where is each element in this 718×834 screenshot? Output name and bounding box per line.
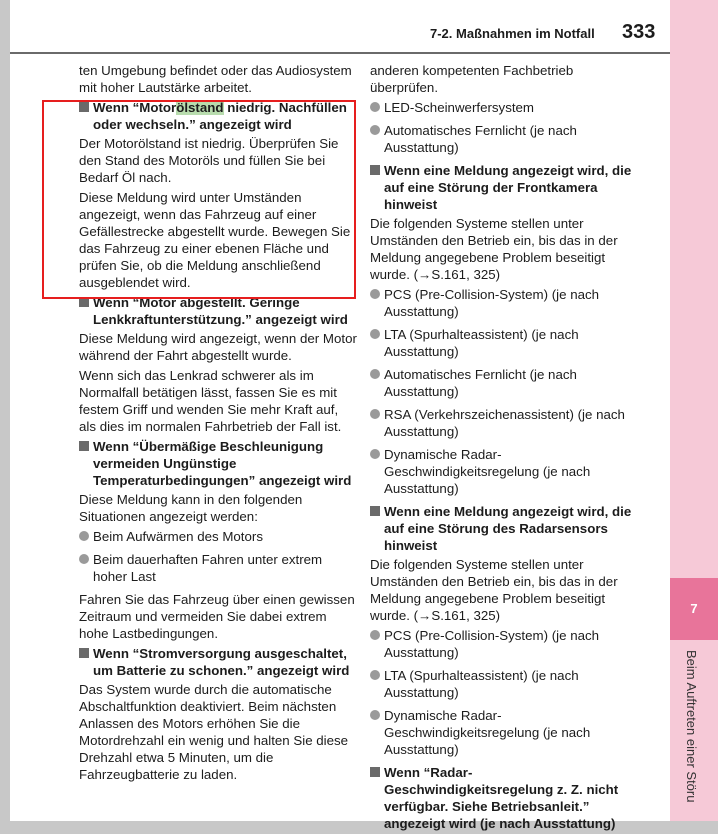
front-camera-paragraph: Die folgenden Systeme stellen unter Umständen den Betrieb ein, bis das in der Meldung angegebene Problem beseitigt wurde. (→S.161, 325) [370, 216, 618, 282]
acceleration-paragraph-2: Fahren Sie das Fahrzeug über einen gewissen Zeitraum und vermeiden Sie dabei extrem hohe Lastbedingungen. [79, 592, 355, 641]
section-title: 7-2. Maßnahmen im Notfall [430, 26, 595, 41]
chapter-tab[interactable]: 7 [670, 578, 718, 640]
oil-paragraph-1: Der Motorölstand ist niedrig. Überprüfen Sie den Stand des Motoröls und füllen Sie bei Bedarf Öl nach. [79, 136, 339, 185]
oil-paragraph-2: Diese Meldung wird unter Umständen angezeigt, wenn das Fahrzeug auf einer Gefällestrecke abgestellt wurde. Bewegen Sie das Fahrzeug zu einer ebenen Fläche und prüfen Sie, ob die Meldung anschließend ausgeblendet wird. [79, 190, 351, 290]
left-column [79, 62, 357, 786]
list-item: Automatisches Fernlicht (je nach Ausstattung) [370, 122, 636, 156]
list-item: PCS (Pre-Collision-System) (je nach Ausstattung) [370, 286, 636, 320]
radar-cruise-heading: Wenn “Radar-Geschwindigkeitsregelung z. Z. nicht verfügbar. Siehe Betriebsanleit.” angezeigt wird (je nach Ausstattung) [370, 764, 636, 832]
manual-page [10, 0, 670, 831]
chapter-sidebar [670, 0, 718, 821]
power-heading: Wenn “Stromversorgung ausgeschaltet, um Batterie zu schonen.” angezeigt wird [79, 645, 357, 679]
intro-list [370, 99, 636, 156]
intro-text: ten Umgebung befindet oder das Audiosystem mit hoher Lautstärke arbeitet. [79, 63, 352, 95]
power-paragraph-1: Das System wurde durch die automatische Abschaltfunktion deaktiviert. Beim nächsten Anlassen des Motors erhöhen Sie die Motordrehzahl ein wenig und halten Sie diese Drehzahl etwa 5 Minuten, um die Fahrzeugbatterie zu laden. [79, 682, 349, 782]
list-item: LTA (Spurhalteassistent) (je nach Ausstattung) [370, 667, 636, 701]
search-highlight: ölstand [176, 100, 224, 115]
list-item: PCS (Pre-Collision-System) (je nach Ausstattung) [370, 627, 636, 661]
list-item: Dynamische Radar-Geschwindigkeitsregelung (je nach Ausstattung) [370, 446, 636, 497]
page-header [10, 0, 670, 56]
oil-heading-part: Wenn “Motor [93, 100, 177, 115]
front-camera-list [370, 286, 636, 497]
radar-sensor-paragraph: Die folgenden Systeme stellen unter Umständen den Betrieb ein, bis das in der Meldung angegebene Problem beseitigt wurde. (→S.161, 325) [370, 557, 618, 623]
list-item: LTA (Spurhalteassistent) (je nach Ausstattung) [370, 326, 636, 360]
steering-paragraph-1: Diese Meldung wird angezeigt, wenn der Motor während der Fahrt abgestellt wurde. [79, 331, 357, 363]
acceleration-paragraph-1: Diese Meldung kann in den folgenden Situationen angezeigt werden: [79, 492, 303, 524]
right-intro-text: anderen kompetenten Fachbetrieb überprüfen. [370, 63, 574, 95]
radar-sensor-heading: Wenn eine Meldung angezeigt wird, die auf eine Störung des Radarsensors hinweist [370, 503, 636, 554]
acceleration-heading: Wenn “Übermäßige Beschleunigung vermeiden Ungünstige Temperaturbedingungen” angezeigt wird [79, 438, 357, 489]
steering-heading: Wenn “Motor abgestellt. Geringe Lenkkraftunterstützung.” angezeigt wird [79, 294, 357, 328]
header-rule [10, 52, 670, 54]
list-item: Beim dauerhaften Fahren unter extrem hoher Last [79, 551, 357, 585]
radar-sensor-list [370, 627, 636, 758]
list-item: Beim Aufwärmen des Motors [79, 528, 357, 545]
front-camera-heading: Wenn eine Meldung angezeigt wird, die auf eine Störung der Frontkamera hinweist [370, 162, 636, 213]
list-item: LED-Scheinwerfersystem [370, 99, 636, 116]
steering-paragraph-2: Wenn sich das Lenkrad schwerer als im Normalfall betätigen lässt, fassen Sie es mit festem Griff und wenden Sie mehr Kraft auf, als dies im normalen Fahrbetrieb der Fall ist. [79, 368, 342, 434]
right-column [370, 62, 636, 834]
list-item: RSA (Verkehrszeichenassistent) (je nach Ausstattung) [370, 406, 636, 440]
oil-level-heading [79, 99, 357, 133]
list-item: Dynamische Radar-Geschwindigkeitsregelung (je nach Ausstattung) [370, 707, 636, 758]
acceleration-list [79, 528, 357, 585]
list-item: Automatisches Fernlicht (je nach Ausstattung) [370, 366, 636, 400]
oil-heading-part: niedrig. Nachfüllen oder wechseln.” angezeigt wird [93, 100, 347, 132]
chapter-title: Beim Auftreten einer Störu [684, 650, 699, 803]
page-number: 333 [622, 21, 656, 43]
